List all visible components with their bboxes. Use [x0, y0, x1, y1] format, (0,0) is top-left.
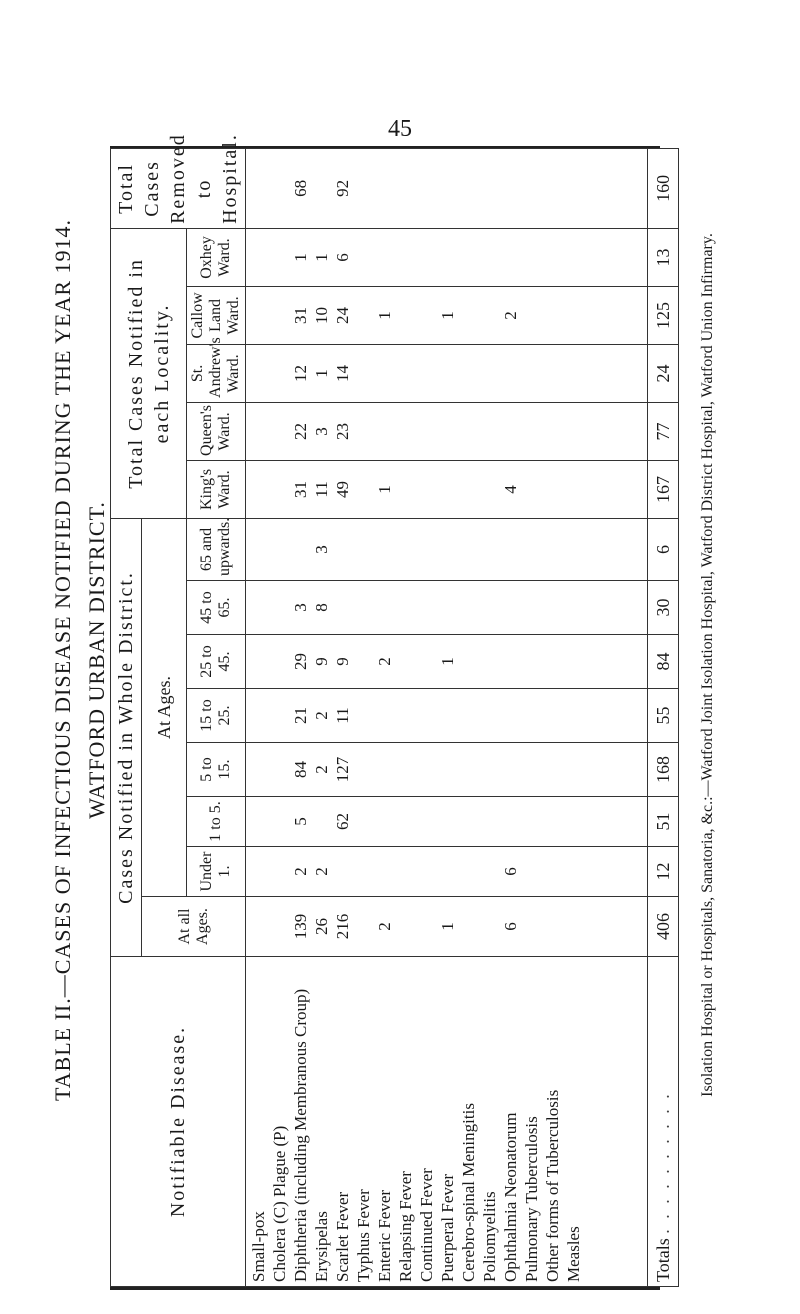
disease-name: Scarlet Fever: [333, 1191, 352, 1282]
cell-age-45-65: [479, 585, 500, 630]
cell-age-15-25: [458, 693, 479, 738]
disease-name: Typhus Fever: [354, 1189, 373, 1282]
cell-age-15-25: [479, 693, 500, 738]
cell-oxhey: [353, 233, 374, 282]
cell-queens: [500, 407, 521, 456]
cell-age-1-5: [395, 801, 416, 842]
cell-oxhey: [248, 233, 269, 282]
disease-name-column: [246, 957, 648, 1287]
header-total-cases-locality: Total Cases Notified in each Locality.: [111, 228, 187, 518]
cell-under-1: [563, 851, 584, 892]
cell-removed: [542, 153, 563, 224]
cell-age-65-up: [563, 523, 584, 576]
cell-age-5-15: [500, 747, 521, 792]
cell-st-andrews: [269, 349, 290, 398]
age-45-65-column: [246, 581, 648, 635]
cell-queens: [563, 407, 584, 456]
cell-age-1-5: [353, 801, 374, 842]
cell-st-andrews: [437, 349, 458, 398]
all-ages-column: [246, 897, 648, 957]
total-removed: 160: [648, 148, 679, 228]
cell-age-5-15: [395, 747, 416, 792]
age-15-25-column: [246, 689, 648, 743]
age-65-up-column: [246, 518, 648, 580]
total-queens-ward: 77: [648, 402, 679, 460]
table-subtitle: WATFORD URBAN DISTRICT.: [84, 501, 109, 819]
total-oxhey-ward: 13: [648, 228, 679, 286]
cell-age-65-up: [290, 523, 311, 576]
cell-kings: [542, 465, 563, 514]
disease-name: Ophthalmia Neonatorum: [501, 1112, 520, 1282]
cell-kings: [563, 465, 584, 514]
cell-st-andrews: [416, 349, 437, 398]
header-age-25-45: 25 to 45.: [187, 635, 246, 689]
cell-removed: [395, 153, 416, 224]
disease-name: Pulmonary Tuberculosis: [522, 1116, 541, 1282]
cell-under-1: [332, 851, 353, 892]
cell-all-ages: 1: [438, 922, 457, 931]
page-number: 45: [388, 116, 412, 142]
cell-callow-land: 31: [291, 306, 310, 324]
header-queens-ward: Queen's Ward.: [187, 402, 246, 460]
cell-age-25-45: [563, 639, 584, 684]
cell-kings: [269, 465, 290, 514]
cell-removed: [248, 153, 269, 224]
cell-age-25-45: [248, 639, 269, 684]
cell-oxhey: [269, 233, 290, 282]
disease-name: Cerebro-spinal Meningitis: [459, 1103, 478, 1282]
cell-age-25-45: [353, 639, 374, 684]
cell-age-1-5: [521, 801, 542, 842]
cell-removed: [500, 153, 521, 224]
total-all-ages: 406: [648, 897, 679, 957]
footnote-text: Isolation Hospital or Hospitals, Sanatoria, &c.:—Watford Joint Isolation Hospital, Watford District Hospital, Watford Union Infirmary.: [699, 233, 716, 1097]
cell-callow-land: [542, 291, 563, 340]
header-under-1: Under 1.: [187, 847, 246, 897]
cell-callow-land: [521, 291, 542, 340]
st-andrews-ward-column: [246, 344, 648, 402]
cell-age-45-65: 8: [312, 603, 331, 612]
cell-callow-land: [563, 291, 584, 340]
header-all-ages: At all Ages.: [142, 897, 246, 957]
cell-age-25-45: 29: [291, 653, 310, 670]
cell-oxhey: [395, 233, 416, 282]
cell-age-5-15: [563, 747, 584, 792]
cell-queens: [374, 407, 395, 456]
cell-age-1-5: [542, 801, 563, 842]
cell-age-15-25: [437, 693, 458, 738]
cell-age-15-25: 2: [312, 711, 331, 720]
header-st-andrews-ward: St. Andrew's Ward.: [187, 344, 246, 402]
cell-all-ages: [542, 901, 563, 952]
age-5-15-column: [246, 743, 648, 797]
cell-age-65-up: [437, 523, 458, 576]
cell-age-65-up: [416, 523, 437, 576]
cell-under-1: [542, 851, 563, 892]
cell-age-5-15: 84: [291, 761, 310, 778]
cell-oxhey: [374, 233, 395, 282]
total-age-1-5: 51: [648, 797, 679, 847]
disease-name: Enteric Fever: [375, 1189, 394, 1282]
cell-age-1-5: [269, 801, 290, 842]
cell-under-1: 2: [312, 867, 331, 876]
cell-kings: 11: [312, 481, 331, 498]
cell-all-ages: [416, 901, 437, 952]
cell-oxhey: [416, 233, 437, 282]
cell-all-ages: [458, 901, 479, 952]
cell-callow-land: 1: [375, 311, 394, 320]
header-kings-ward: King's Ward.: [187, 460, 246, 518]
cell-age-45-65: [269, 585, 290, 630]
cell-age-45-65: [332, 585, 353, 630]
header-age-45-65: 45 to 65.: [187, 581, 246, 635]
cell-callow-land: [248, 291, 269, 340]
total-kings-ward: 167: [648, 460, 679, 518]
cell-age-25-45: [479, 639, 500, 684]
cell-age-45-65: [353, 585, 374, 630]
cell-age-15-25: 11: [333, 707, 352, 724]
cell-age-5-15: [521, 747, 542, 792]
cell-age-25-45: [458, 639, 479, 684]
cell-age-25-45: [542, 639, 563, 684]
cell-age-45-65: [395, 585, 416, 630]
cell-age-1-5: [500, 801, 521, 842]
cell-age-45-65: [248, 585, 269, 630]
total-age-65-up: 6: [648, 518, 679, 580]
cell-kings: [353, 465, 374, 514]
cell-age-65-up: [269, 523, 290, 576]
header-notifiable-disease: Notifiable Disease.: [111, 957, 246, 1287]
header-callow-land-ward: Callow Land Ward.: [187, 286, 246, 344]
total-under-1: 12: [648, 847, 679, 897]
cell-all-ages: [563, 901, 584, 952]
cell-kings: [458, 465, 479, 514]
cell-age-15-25: [521, 693, 542, 738]
disease-name: Cholera (C) Plague (P): [270, 1125, 289, 1282]
cell-queens: [521, 407, 542, 456]
cell-age-1-5: [563, 801, 584, 842]
footnote-block: [688, 40, 728, 1290]
cell-age-5-15: 2: [312, 765, 331, 774]
cell-kings: [479, 465, 500, 514]
header-total-removed: Total Cases Removed to Hospital.: [111, 148, 246, 228]
cell-callow-land: [353, 291, 374, 340]
cell-age-15-25: [374, 693, 395, 738]
cell-st-andrews: [521, 349, 542, 398]
cell-st-andrews: 12: [291, 364, 310, 382]
cell-removed: [374, 153, 395, 224]
cell-under-1: [479, 851, 500, 892]
cell-age-5-15: [374, 747, 395, 792]
cell-age-5-15: [353, 747, 374, 792]
disease-rows: [246, 148, 648, 1286]
cell-under-1: [395, 851, 416, 892]
cell-age-65-up: 3: [312, 545, 331, 554]
cell-age-5-15: [479, 747, 500, 792]
cell-kings: [416, 465, 437, 514]
cell-age-45-65: [521, 585, 542, 630]
cell-age-15-25: [542, 693, 563, 738]
cell-removed: [458, 153, 479, 224]
cell-all-ages: [479, 901, 500, 952]
cell-under-1: 2: [291, 867, 310, 876]
cell-age-65-up: [332, 523, 353, 576]
cell-age-15-25: [248, 693, 269, 738]
total-age-5-15: 168: [648, 743, 679, 797]
cell-all-ages: [248, 901, 269, 952]
header-age-65-up: 65 and upwards.: [187, 518, 246, 580]
cell-st-andrews: 1: [312, 369, 331, 378]
cell-age-45-65: [437, 585, 458, 630]
cell-oxhey: [458, 233, 479, 282]
cell-queens: [437, 407, 458, 456]
cell-callow-land: 2: [501, 311, 520, 320]
header-cases-whole-district: Cases Notified in Whole District.: [111, 518, 142, 956]
cell-age-5-15: [416, 747, 437, 792]
cell-age-5-15: [458, 747, 479, 792]
cell-all-ages: 26: [312, 918, 331, 935]
cell-st-andrews: [374, 349, 395, 398]
disease-name: Continued Fever: [417, 1168, 436, 1282]
cell-callow-land: [479, 291, 500, 340]
cell-oxhey: 1: [312, 253, 331, 262]
cell-all-ages: [269, 901, 290, 952]
cell-age-1-5: 62: [333, 813, 352, 830]
cell-oxhey: [479, 233, 500, 282]
disease-name: Erysipelas: [312, 1211, 331, 1282]
cell-under-1: [374, 851, 395, 892]
cell-all-ages: [521, 901, 542, 952]
cell-all-ages: 216: [333, 913, 352, 940]
cell-oxhey: [563, 233, 584, 282]
cell-age-5-15: [437, 747, 458, 792]
cell-removed: [563, 153, 584, 224]
cell-age-1-5: [437, 801, 458, 842]
removed-column: [246, 148, 648, 228]
cell-removed: 92: [333, 179, 352, 197]
queens-ward-column: [246, 402, 648, 460]
cell-age-1-5: [416, 801, 437, 842]
cell-removed: [416, 153, 437, 224]
cell-age-15-25: 21: [291, 707, 310, 724]
disease-name: Diphtheria (including Membranous Croup): [291, 988, 310, 1282]
cell-st-andrews: 14: [333, 364, 352, 382]
cell-age-15-25: [269, 693, 290, 738]
cell-removed: [437, 153, 458, 224]
cell-oxhey: [521, 233, 542, 282]
cell-callow-land: 10: [312, 306, 331, 324]
cell-queens: 3: [312, 427, 331, 436]
age-25-45-column: [246, 635, 648, 689]
disease-table: [110, 133, 679, 1287]
age-1-5-column: [246, 797, 648, 847]
cell-kings: [248, 465, 269, 514]
cell-st-andrews: [563, 349, 584, 398]
cell-age-1-5: [479, 801, 500, 842]
cell-callow-land: [416, 291, 437, 340]
cell-age-25-45: 9: [312, 657, 331, 666]
under-1-column: [246, 847, 648, 897]
cell-callow-land: [395, 291, 416, 340]
cell-all-ages: 6: [501, 922, 520, 931]
kings-ward-column: [246, 460, 648, 518]
cell-callow-land: [269, 291, 290, 340]
cell-removed: 68: [291, 179, 310, 197]
cell-age-5-15: [269, 747, 290, 792]
cell-age-65-up: [500, 523, 521, 576]
cell-age-25-45: [269, 639, 290, 684]
total-st-andrews-ward: 24: [648, 344, 679, 402]
cell-under-1: [353, 851, 374, 892]
cell-age-25-45: [395, 639, 416, 684]
cell-kings: 1: [375, 485, 394, 494]
cell-queens: [269, 407, 290, 456]
totals-row: [648, 148, 679, 1286]
callow-land-ward-column: [246, 286, 648, 344]
cell-age-25-45: [416, 639, 437, 684]
cell-age-5-15: [542, 747, 563, 792]
header-age-1-5: 1 to 5.: [187, 797, 246, 847]
cell-kings: 4: [501, 485, 520, 494]
cell-age-5-15: 127: [333, 756, 352, 783]
cell-age-15-25: [353, 693, 374, 738]
cell-queens: [248, 407, 269, 456]
cell-under-1: [437, 851, 458, 892]
cell-age-45-65: [458, 585, 479, 630]
disease-table-frame: [110, 133, 673, 1290]
cell-kings: 49: [333, 480, 352, 498]
cell-age-65-up: [458, 523, 479, 576]
header-age-5-15: 5 to 15.: [187, 743, 246, 797]
cell-age-65-up: [353, 523, 374, 576]
cell-under-1: [521, 851, 542, 892]
totals-label: Totals . . . . . . . . . .: [648, 957, 679, 1287]
cell-all-ages: [395, 901, 416, 952]
cell-age-65-up: [521, 523, 542, 576]
cell-oxhey: [542, 233, 563, 282]
cell-kings: 31: [291, 480, 310, 498]
cell-age-1-5: [248, 801, 269, 842]
cell-queens: [395, 407, 416, 456]
disease-name: Small-pox: [249, 1211, 268, 1282]
cell-age-25-45: 2: [375, 657, 394, 666]
cell-age-15-25: [563, 693, 584, 738]
cell-age-65-up: [479, 523, 500, 576]
cell-st-andrews: [458, 349, 479, 398]
cell-removed: [479, 153, 500, 224]
cell-queens: [479, 407, 500, 456]
cell-age-45-65: [563, 585, 584, 630]
cell-queens: [353, 407, 374, 456]
cell-age-65-up: [374, 523, 395, 576]
cell-age-25-45: [521, 639, 542, 684]
cell-kings: [395, 465, 416, 514]
header-oxhey-ward: Oxhey Ward.: [187, 228, 246, 286]
cell-removed: [311, 153, 332, 224]
cell-age-25-45: 1: [438, 657, 457, 666]
cell-callow-land: 24: [333, 306, 352, 324]
disease-name: Poliomyelitis: [480, 1191, 499, 1282]
cell-st-andrews: [395, 349, 416, 398]
oxhey-ward-column: [246, 228, 648, 286]
total-age-25-45: 84: [648, 635, 679, 689]
cell-age-5-15: [248, 747, 269, 792]
disease-name: Relapsing Fever: [396, 1171, 415, 1282]
cell-age-45-65: [374, 585, 395, 630]
cell-callow-land: [458, 291, 479, 340]
cell-queens: [416, 407, 437, 456]
cell-age-25-45: [500, 639, 521, 684]
cell-st-andrews: [500, 349, 521, 398]
cell-oxhey: [437, 233, 458, 282]
cell-age-1-5: [374, 801, 395, 842]
cell-age-45-65: 3: [291, 603, 310, 612]
cell-oxhey: [500, 233, 521, 282]
total-callow-land-ward: 125: [648, 286, 679, 344]
cell-st-andrews: [542, 349, 563, 398]
cell-st-andrews: [248, 349, 269, 398]
cell-all-ages: [353, 901, 374, 952]
cell-age-1-5: [458, 801, 479, 842]
cell-age-65-up: [395, 523, 416, 576]
cell-age-25-45: 9: [333, 657, 352, 666]
cell-oxhey: 6: [333, 253, 352, 262]
cell-age-15-25: [395, 693, 416, 738]
cell-age-1-5: [311, 801, 332, 842]
cell-age-65-up: [248, 523, 269, 576]
cell-queens: [542, 407, 563, 456]
cell-age-15-25: [416, 693, 437, 738]
cell-all-ages: 2: [375, 922, 394, 931]
cell-age-45-65: [416, 585, 437, 630]
cell-under-1: [248, 851, 269, 892]
cell-age-65-up: [542, 523, 563, 576]
cell-under-1: [458, 851, 479, 892]
cell-queens: [458, 407, 479, 456]
total-age-45-65: 30: [648, 581, 679, 635]
cell-kings: [437, 465, 458, 514]
table-title: TABLE II.—CASES OF INFECTIOUS DISEASE NOTIFIED DURING THE YEAR 1914.: [50, 218, 75, 1102]
cell-kings: [521, 465, 542, 514]
cell-removed: [269, 153, 290, 224]
cell-callow-land: 1: [438, 311, 457, 320]
cell-under-1: [416, 851, 437, 892]
cell-queens: 22: [291, 422, 310, 440]
cell-age-45-65: [500, 585, 521, 630]
header-age-15-25: 15 to 25.: [187, 689, 246, 743]
disease-name: Measles: [564, 1226, 583, 1282]
cell-age-15-25: [500, 693, 521, 738]
cell-age-1-5: 5: [291, 817, 310, 826]
cell-oxhey: 1: [291, 253, 310, 262]
cell-st-andrews: [479, 349, 500, 398]
disease-name: Other forms of Tuberculosis: [543, 1089, 562, 1282]
disease-name: Puerperal Fever: [438, 1173, 457, 1282]
cell-all-ages: 139: [291, 913, 310, 940]
cell-age-45-65: [542, 585, 563, 630]
cell-under-1: [269, 851, 290, 892]
cell-queens: 23: [333, 422, 352, 440]
cell-removed: [353, 153, 374, 224]
total-age-15-25: 55: [648, 689, 679, 743]
header-at-ages: At Ages.: [142, 518, 187, 896]
cell-st-andrews: [353, 349, 374, 398]
cell-under-1: 6: [501, 867, 520, 876]
cell-removed: [521, 153, 542, 224]
